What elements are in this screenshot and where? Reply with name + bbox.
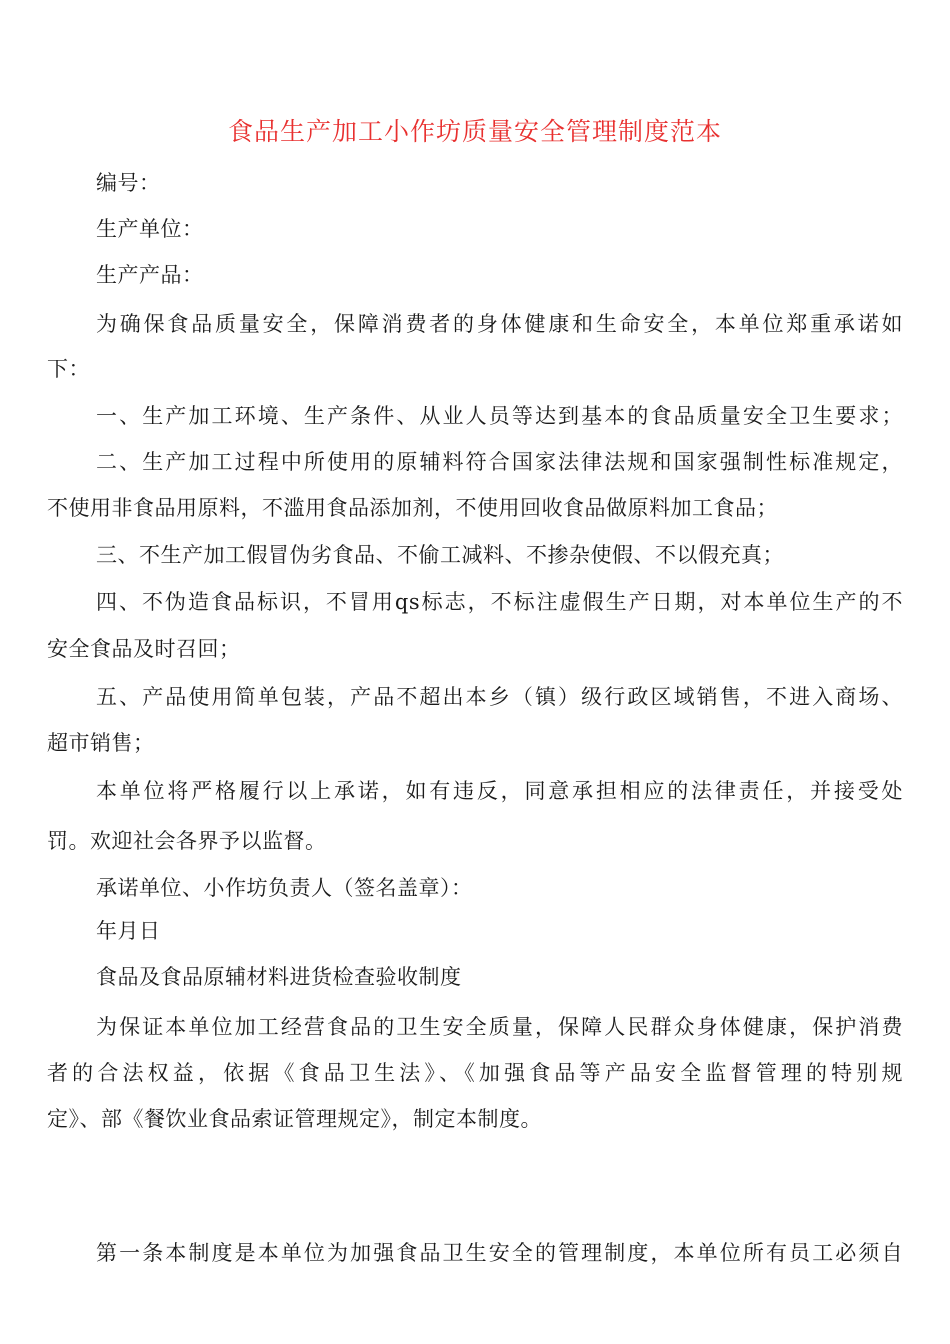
pledge-signature: 承诺单位、小作坊负责人（签名盖章）： bbox=[96, 876, 473, 900]
pledge-closing-line-1: 本单位将严格履行以上承诺，如有违反，同意承担相应的法律责任，并接受处 bbox=[96, 779, 903, 803]
section-para-line-1: 为保证本单位加工经营食品的卫生安全质量，保障人民群众身体健康，保护消费 bbox=[96, 1015, 903, 1039]
article-1-line-1: 第一条本制度是本单位为加强食品卫生安全的管理制度，本单位所有员工必须自 bbox=[96, 1241, 903, 1265]
pledge-date: 年月日 bbox=[96, 919, 161, 943]
document-title: 食品生产加工小作坊质量安全管理制度范本 bbox=[227, 117, 722, 146]
section-heading: 食品及食品原辅材料进货检查验收制度 bbox=[96, 965, 462, 989]
section-para-line-2: 者的合法权益，依据《食品卫生法》、《加强食品等产品安全监督管理的特别规 bbox=[47, 1061, 903, 1085]
field-production-product: 生产产品： bbox=[96, 263, 204, 287]
pledge-item-2-line-2: 不使用非食品用原料，不滥用食品添加剂，不使用回收食品做原料加工食品； bbox=[47, 496, 778, 520]
field-production-unit: 生产单位： bbox=[96, 217, 204, 241]
pledge-item-4-line-1: 四、不伪造食品标识，不冒用qs标志，不标注虚假生产日期，对本单位生产的不 bbox=[96, 590, 903, 614]
section-para-line-3: 定》、部《餐饮业食品索证管理规定》，制定本制度。 bbox=[47, 1107, 542, 1131]
pledge-intro-line-2: 下： bbox=[47, 357, 90, 381]
pledge-item-2-line-1: 二、生产加工过程中所使用的原辅料符合国家法律法规和国家强制性标准规定， bbox=[96, 450, 903, 474]
pledge-item-5-line-2: 超市销售； bbox=[47, 731, 155, 755]
pledge-item-1: 一、生产加工环境、生产条件、从业人员等达到基本的食品质量安全卫生要求； bbox=[96, 404, 903, 428]
pledge-closing-line-2: 罚。欢迎社会各界予以监督。 bbox=[47, 829, 327, 853]
pledge-item-5-line-1: 五、产品使用简单包装，产品不超出本乡（镇）级行政区域销售，不进入商场、 bbox=[96, 685, 903, 709]
pledge-item-4-line-2: 安全食品及时召回； bbox=[47, 637, 241, 661]
pledge-intro-line-1: 为确保食品质量安全，保障消费者的身体健康和生命安全，本单位郑重承诺如 bbox=[96, 312, 903, 336]
field-number: 编号： bbox=[96, 171, 161, 195]
pledge-item-3: 三、不生产加工假冒伪劣食品、不偷工减料、不掺杂使假、不以假充真； bbox=[96, 543, 784, 567]
